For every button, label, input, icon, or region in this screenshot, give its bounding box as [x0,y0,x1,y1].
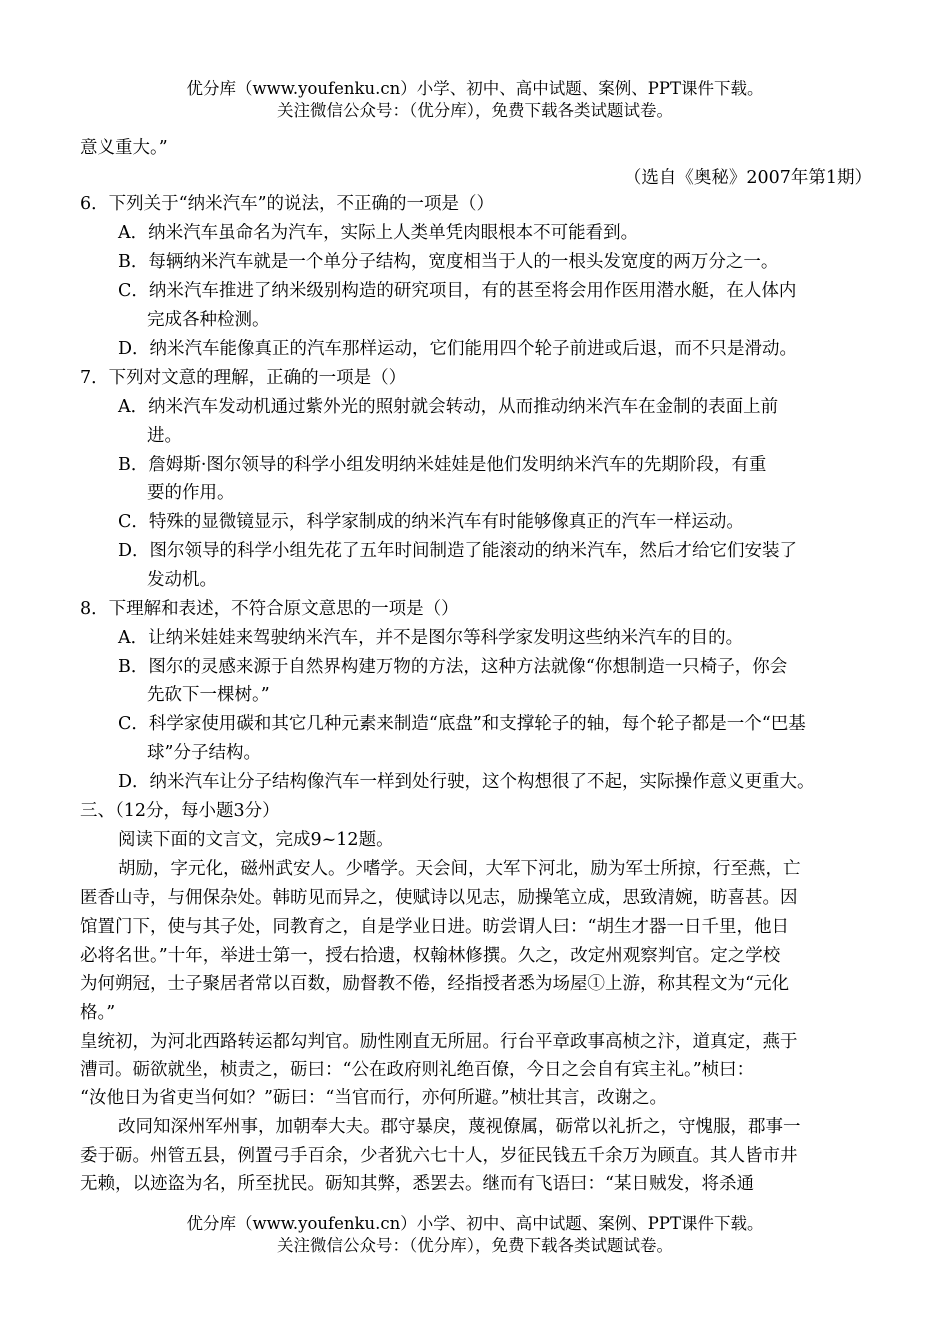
q8-option-b-cont: 先砍下一棵树。” [147,685,270,705]
q6-stem: 6．下列关于“纳米汽车”的说法，不正确的一项是（） [80,194,495,214]
q7-stem: 7．下列对文意的理解，正确的一项是（） [80,368,407,388]
q6-option-c-cont: 完成各种检测。 [147,310,270,330]
q7-option-b-cont: 要的作用。 [147,483,235,503]
passage-line: 格。” [80,1003,116,1023]
passage-line: 馆置门下，使与其子处，同教育之，自是学业日进。昉尝谓人曰：“胡生才器一日千里，他日 [80,917,789,937]
section-3-title: 三、（12分，每小题3分） [80,801,280,821]
intro-tail: 意义重大。” [80,138,168,158]
footer-line-2: 关注微信公众号：（优分库），免费下载各类试题试卷。 [277,1236,673,1255]
header-line-1: 优分库（www.youfenku.cn）小学、初中、高中试题、案例、PPT课件下载。 [186,79,764,98]
q6-option-a: A．纳米汽车虽命名为汽车，实际上人类单凭肉眼根本不可能看到。 [118,223,639,243]
q7-option-b: B．詹姆斯·图尔领导的科学小组发明纳米娃娃是他们发明纳米汽车的先期阶段，有重 [118,455,767,475]
q8-stem: 8．下理解和表述，不符合原文意思的一项是（） [80,599,459,619]
passage-line: 改同知深州军州事，加朝奉大夫。郡守暴戾，蔑视僚属，砺常以礼折之，守愧服，郡事一 [118,1117,801,1137]
q6-option-b: B．每辆纳米汽车就是一个单分子结构，宽度相当于人的一根头发宽度的两万分之一。 [118,252,779,272]
header-line-2: 关注微信公众号：（优分库），免费下载各类试题试卷。 [277,101,673,120]
passage-line: 漕司。砺欲就坐，桢责之，砺曰：“公在政府则礼绝百僚，今日之会自有宾主礼。”桢曰： [80,1060,755,1080]
q8-option-c-cont: 球”分子结构。 [147,743,261,763]
passage-line: 皇统初，为河北西路转运都勾判官。励性刚直无所屈。行台平章政事高桢之汴，道真定，燕于 [80,1032,798,1052]
q6-option-d: D．纳米汽车能像真正的汽车那样运动，它们能用四个轮子前进或后退，而不只是滑动。 [118,339,798,359]
passage-line: 为何朔冠，士子聚居者常以百数，励督教不倦，经指授者悉为场屋①上游，称其程文为“元化 [80,974,789,994]
q8-option-a: A．让纳米娃娃来驾驶纳米汽车，并不是图尔等科学家发明这些纳米汽车的目的。 [118,628,744,648]
q8-option-c: C．科学家使用碳和其它几种元素来制造“底盘”和支撑轮子的轴，每个轮子都是一个“巴基 [118,714,806,734]
passage-line: 必将名世。”十年，举进士第一，授右拾遗，权翰林修撰。久之，改定州观察判官。定之学校 [80,946,781,966]
q8-option-b: B．图尔的灵感来源于自然界构建万物的方法，这种方法就像“你想制造一只椅子，你会 [118,657,788,677]
footer-line-1: 优分库（www.youfenku.cn）小学、初中、高中试题、案例、PPT课件下载。 [186,1214,764,1233]
q8-option-d: D．纳米汽车让分子结构像汽车一样到处行驶，这个构想很了不起，实际操作意义更重大。 [118,772,815,792]
passage-line: 委于砺。州管五县，例置弓手百余，少者犹六七十人，岁征民钱五千余万为顾直。其人皆市井 [80,1146,798,1166]
q7-option-d-cont: 发动机。 [147,570,217,590]
passage-line: 胡励，字元化，磁州武安人。少嗜学。天会间，大军下河北，励为军士所掠，行至燕，亡 [118,859,801,879]
passage-line: 无赖，以迹盗为名，所至扰民。砺知其弊，悉罢去。继而有飞语曰：“某日贼发，将杀通 [80,1174,754,1194]
q7-option-c: C．特殊的显微镜显示，科学家制成的纳米汽车有时能够像真正的汽车一样运动。 [118,512,744,532]
q7-option-a: A．纳米汽车发动机通过紫外光的照射就会转动，从而推动纳米汽车在金制的表面上前 [118,397,779,417]
source-citation: （选自《奥秘》2007年第1期） [623,168,872,188]
passage-line: 匿香山寺，与佣保杂处。韩昉见而异之，使赋诗以见志，励操笔立成，思致清婉，昉喜甚。因 [80,888,798,908]
q7-option-d: D．图尔领导的科学小组先花了五年时间制造了能滚动的纳米汽车，然后才给它们安装了 [118,541,798,561]
section-3-instruction: 阅读下面的文言文，完成9~12题。 [118,830,394,850]
passage-line: “汝他日为省吏当何如？”砺曰：“当官而行，亦何所避。”桢壮其言，改谢之。 [80,1088,668,1108]
q7-option-a-cont: 进。 [147,426,182,446]
q6-option-c: C．纳米汽车推进了纳米级别构造的研究项目，有的甚至将会用作医用潜水艇，在人体内 [118,281,797,301]
